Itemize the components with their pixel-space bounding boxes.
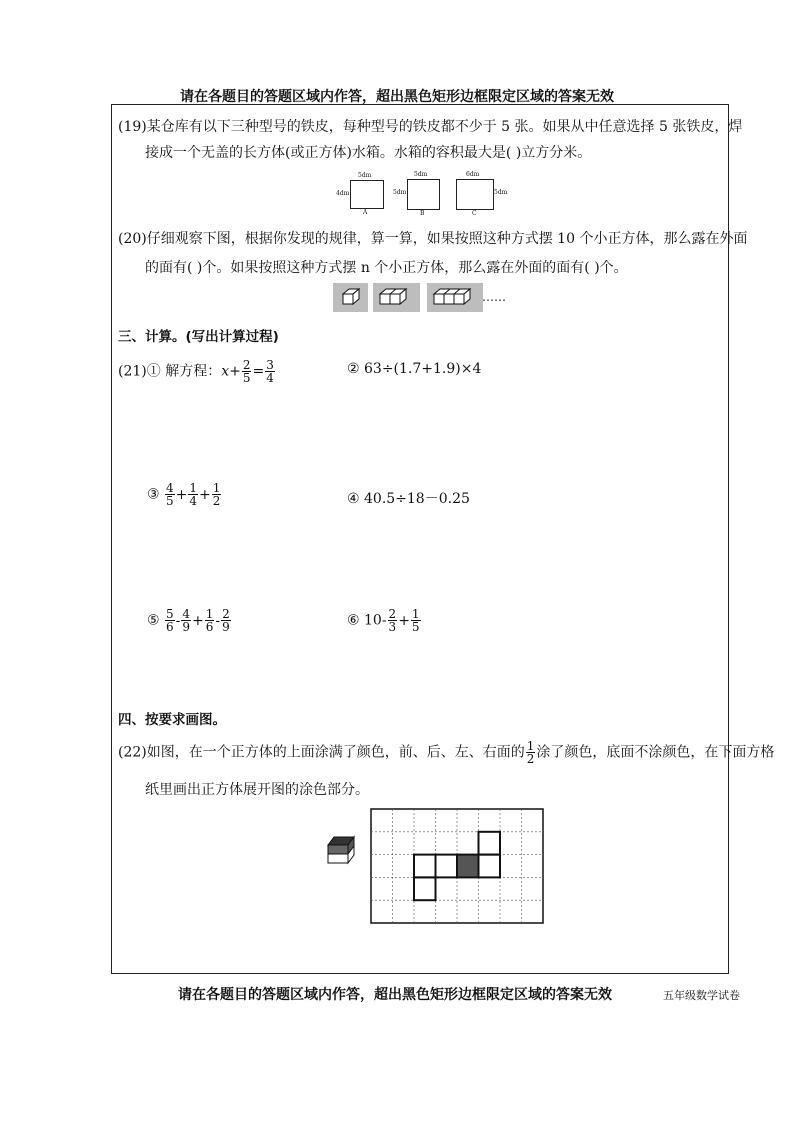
cube-panel-1 xyxy=(333,283,368,312)
fraction: $\frac{4}{5}$ xyxy=(166,481,174,508)
q19-line1: (19)某仓库有以下三种型号的铁皮，每种型号的铁皮都不少于 5 张。如果从中任意选择 5 张铁皮，焊 xyxy=(118,119,743,135)
q20-line2: 的面有( )个。如果按照这种方式摆 n 个小正方体，那么露在外面的面有( )个。 xyxy=(145,260,628,276)
fraction: $\frac{1}{6}$ xyxy=(205,607,214,634)
sheet-b-side: 5dm xyxy=(393,189,407,196)
fraction: $\frac{1}{4}$ xyxy=(189,481,198,508)
q21-part2: ② 63÷(1.7+1.9)×4 xyxy=(347,361,482,377)
footer-paper-title: 五年级数学试卷 xyxy=(663,989,740,1002)
painted-cube-figure xyxy=(326,833,356,865)
sheet-c-top: 6dm xyxy=(466,171,480,178)
sheet-b-top: 5dm xyxy=(414,171,428,178)
q21-part6: ⑥ 10- $\frac{2}{3}$ + $\frac{1}{5}$ xyxy=(347,607,420,634)
operator: + xyxy=(398,612,410,629)
ellipsis: …… xyxy=(482,290,506,304)
operator: - xyxy=(215,612,221,629)
fraction: $\frac{4}{9}$ xyxy=(182,607,191,634)
q21-part4: ④ 40.5÷18－0.25 xyxy=(347,491,470,507)
q21-p6-fractions xyxy=(387,607,422,634)
cube-panel-3 xyxy=(427,283,483,312)
sheet-a-top: 5dm xyxy=(358,172,372,179)
fraction: $\frac{5}{6}$ xyxy=(166,607,174,634)
sheet-b xyxy=(407,179,440,210)
sheet-a-side: 4dm xyxy=(336,190,350,197)
footer-instruction: 请在各题目的答题区域内作答，超出黑色矩形边框限定区域的答案无效 xyxy=(178,987,612,1003)
fraction: $\frac{1}{2}$ xyxy=(212,481,221,508)
q22-line1: (22)如图，在一个正方体的上面涂满了颜色，前、后、左、右面的 $\frac{1}{2}$ 涂了颜色，底面不涂颜色，在下面方格 xyxy=(118,739,775,766)
fraction: $\frac{2}{9}$ xyxy=(222,607,230,634)
fraction: $\frac{3}{4}$ xyxy=(266,358,274,385)
fraction: $\frac{2}{3}$ xyxy=(388,607,397,634)
section4-title: 四、按要求画图。 xyxy=(118,712,226,728)
sheet-b-name: B xyxy=(420,210,425,217)
cube-panel-2 xyxy=(373,283,420,312)
fraction-half: $\frac{1}{2}$ xyxy=(526,739,535,766)
q21-part1: (21)① 解方程：x+ $\frac{2}{5}$ = $\frac{3}{4}$ xyxy=(118,358,274,385)
operator: + xyxy=(192,612,204,629)
q22-line2: 纸里画出正方体展开图的涂色部分。 xyxy=(145,782,369,798)
q21-part5: ⑤ $\frac{5}{6}$ - $\frac{4}{9}$ + $\frac{1}{6}$ - $\frac{2}{9}$ xyxy=(147,607,230,634)
q21-part3: ③ $\frac{4}{5}$ + $\frac{1}{4}$ + $\frac{1}{2}$ xyxy=(147,481,221,508)
grid-paper xyxy=(370,808,545,925)
q20-line1: (20)仔细观察下图，根据你发现的规律，算一算，如果按照这种方式摆 10 个小正方体，那么露在外面 xyxy=(118,231,748,247)
sheet-a xyxy=(350,180,384,209)
operator: + xyxy=(199,486,211,503)
fraction: $\frac{1}{5}$ xyxy=(411,607,420,634)
sheet-c-name: C xyxy=(472,210,477,217)
sheet-c xyxy=(456,179,494,210)
operator: - xyxy=(175,612,181,629)
q21-p1-prefix: (21)① 解方程： xyxy=(118,363,222,380)
sheet-c-side: 5dm xyxy=(494,189,508,196)
fraction: $\frac{2}{5}$ xyxy=(242,358,251,385)
operator: + xyxy=(175,486,188,503)
q21-p1-x: x+ xyxy=(221,363,241,380)
section3-title: 三、计算。(写出计算过程) xyxy=(118,329,279,345)
header-instruction: 请在各题目的答题区域内作答，超出黑色矩形边框限定区域的答案无效 xyxy=(180,89,614,105)
sheet-a-name: A xyxy=(363,209,368,216)
q19-line2: 接成一个无盖的长方体(或正方体)水箱。水箱的容积最大是( )立方分米。 xyxy=(145,145,592,161)
